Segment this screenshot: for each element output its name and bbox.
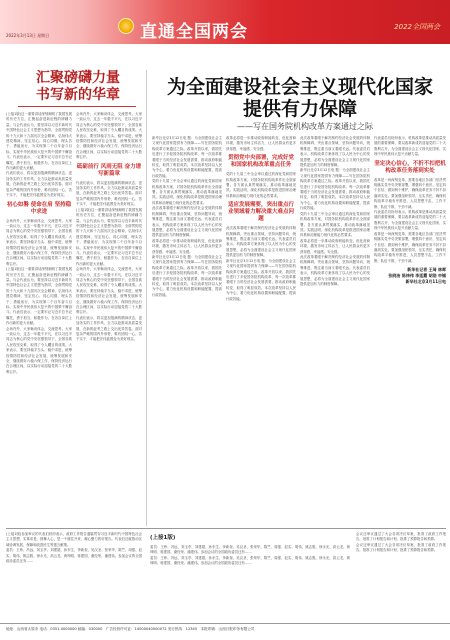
lower-left-article — [6, 532, 142, 620]
left-body-2: 代表们表示，将以更加饱满的精神状态、更加务实的工作作风，全力以赴推动高质量发展，在新的赶考之路上交出优异答卷。面对复杂严峻的国内外形势，唯有团结一心、苦干实干，才能把宏伟蓝图变为美好现实。 — [76, 180, 142, 207]
left-body-1: 会场内外，大家畅谈体会，交流思考。大家一致认为，过去一年极不平凡，在以习近平同志为核心的党中央坚强领导下，全国各族人民攻坚克难，取得了令人瞩目的成绩。大家表示，要坚持稳字当头、稳中求进，统筹疫情防控和经济社会发展，统筹发展和安全，继续做好六稳六保工作，保持经济运行在合理区间，以实际行动迎接党的二十大胜利召开。 — [6, 218, 72, 266]
middle-body-1-cont-3: 改革必将进一步推动政府职能转变，优化营商环境，激发市场主体活力，让人民群众有更多获得感、幸福感、安全感。 — [152, 238, 222, 254]
middle-body-1-cont-4: 新华社北京3月12日电 题：为全面建设社会主义现代化国家提供有力保障——写在国务院机构改革方案通过之际。改革开放以来，我国先后进行了多轮国务院机构改革，每一次改革都着眼于当时经济社会发展需要，推动政府职能转变，取得了明显成效。本次改革坚持以人民为中心，着力优化机构设置和职能配置，提高行政效能。 — [152, 254, 222, 297]
middle-body-1: 新华社北京3月12日电 题：为全面建设社会主义现代化国家提供有力保障——写在国务院机构改革方案通过之际。改革开放以来，我国先后进行了多轮国务院机构改革，每一次改革都着眼于当时经济社会发展需要，推动政府职能转变，取得了明显成效。本次改革坚持以人民为中心，着力优化机构设置和职能配置，提高行政效能。 — [152, 136, 222, 178]
left-col2-paragraph: 会场内外，大家畅谈体会，交流思考。大家一致认为，过去一年极不平凡，在以习近平同志为核心的党中央坚强领导下，全国各族人民攻坚克难，取得了令人瞩目的成绩。大家表示，要坚持稳字当头、稳中求进，统筹疫情防控和经济社会发展，统筹发展和安全，继续做好六稳六保工作，保持经济运行在合理区间，以实际行动迎接党的二十大胜利召开。 — [76, 112, 142, 160]
lower-right-text: 会议还审议通过了大会各项决议草案，批准了政府工作报告，批准了计划报告和计划，批准了预算报告和预算。 — [356, 532, 446, 542]
middle-body-2: 党的十九届三中全会审议通过的深化党和国家机构改革方案，对国务院机构改革作出全面部署。各方面认真贯彻落实，推动改革落地见效。实践证明，深化机构改革是推进国家治理体系和治理能力现代化的必然要求。 — [226, 172, 296, 198]
column-divider — [146, 70, 147, 526]
section-banner-title: 直通全国两会 — [140, 22, 248, 42]
issue-date: 2022年3月13日 星期日 — [6, 33, 50, 38]
byline-2: 张晓洁 陈炜伟 李延霞 胡浩 申铖 — [388, 273, 446, 279]
right-body-3: 改革是一场深刻变革，需要各地区各部门坚决贯彻落实党中央决策部署，增强四个意识、坚定四个自信、做到两个维护，确保改革任务不折不扣落到实处。要加强组织领导，压实责任，确保机构改革平稳有序推进，人员思想不乱、工作不断、队伍不散、干劲不减。 — [374, 231, 446, 263]
middle-col3-paragraph-4: 改革必将进一步推动政府职能转变，优化营商环境，激发市场主体活力，让人民群众有更多获得感、幸福感、安全感。 — [300, 238, 370, 254]
middle-subhead-1: 贯彻党中央部署，完成好党和国家机构改革重点任务 — [227, 155, 294, 169]
national-emblem-icon — [118, 18, 134, 34]
middle-col3-paragraph-3: 党的十九届三中全会审议通过的深化党和国家机构改革方案，对国务院机构改革作出全面部署。各方面认真贯彻落实，推动改革落地见效。实践证明，深化机构改革是推进国家治理体系和治理能力现代化的必然要求。 — [300, 211, 370, 238]
middle-body-1-cont: 党的十九届三中全会审议通过的深化党和国家机构改革方案，对国务院机构改革作出全面部署。各方面认真贯彻落实，推动改革落地见效。实践证明，深化机构改革是推进国家治理体系和治理能力现代化的必然要求。 — [152, 179, 222, 205]
left-title-rule — [18, 106, 136, 107]
headline-line-1: 为全面建设社会主义现代化国家 — [166, 76, 433, 98]
byline-1: 新华社记者 王琦 林晖 — [407, 267, 446, 273]
footer-address: 地址：山西省太原市 电话：0351-0000000 邮编：030000 — [6, 627, 103, 631]
middle-body-3-cont: 新华社北京3月12日电 题：为全面建设社会主义现代化国家提供有力保障——写在国务院机构改革方案通过之际。改革开放以来，我国先后进行了多轮国务院机构改革，每一次改革都着眼于当时经济社会发展需要，推动政府职能转变，取得了明显成效。本次改革坚持以人民为中心，着力优化机构设置和职能配置，提高行政效能。 — [226, 258, 296, 301]
left-lead-paragraph: (上接1版)这一重要讲话深刻阐明了我国发展的历史方位，汇聚起奋进新征程的磅礴力量。与会代表认为，要坚持以习近平新时代中国特色社会主义思想为指导，全面贯彻党的十九大和十九届历次全会精神，弘扬伟大建党精神，坚定信心、同心同德，埋头苦干、勇毅前行，为实现第二个百年奋斗目标、实现中华民族伟大复兴的中国梦不懈奋斗。代表们表示，一定要牢记习近平总书记嘱托，勇于担当，积极作为，在各自岗位上作出新的更大贡献。 — [6, 112, 72, 171]
lower-section-rule — [6, 528, 446, 529]
lower-right-article — [356, 532, 446, 620]
lower-middle-article — [150, 532, 350, 620]
middle-subhead-2: 适应发展需要，突出重点行业领域着力解决重大难点问题 — [227, 202, 294, 223]
right-intro: 代表委员们纷纷表示，机构改革是推动高质量发展的重要保障，要以改革新成效迎接党的二十大胜利召开，为全面建设社会主义现代化国家、实现中华民族伟大复兴贡献力量。 — [374, 136, 446, 157]
left-body-1-cont-2: 会场内外，大家畅谈体会，交流思考。大家一致认为，过去一年极不平凡，在以习近平同志为核心的党中央坚强领导下，全国各族人民攻坚克难，取得了令人瞩目的成绩。大家表示，要坚持稳字当头、稳中求进，统筹疫情防控和经济社会发展，统筹发展和安全，继续做好六稳六保工作，保持经济运行在合理区间，以实际行动迎接党的二十大胜利召开。 — [6, 326, 72, 374]
right-subhead-1: 坚定决心信心，不折不扣把机构改革任务落到实处 — [374, 160, 446, 174]
lower-right-text-cont: 会议还审议通过了大会各项决议草案，批准了政府工作报告，批准了计划报告和计划，批准了预算报告和预算。 — [356, 542, 446, 553]
middle-col3-paragraph-5: 此次改革着眼于解决制约经济社会发展的体制机制障碍，突出重点领域，坚持问题导向，统筹推进，既注重当前又着眼长远。代表委员们表示，机构改革方案体现了以人民为中心的发展思想，必将为全面建设社会主义现代化国家提供更加有力的制度保障。 — [300, 254, 370, 286]
lower-middle-title: (上接1版) — [150, 535, 176, 541]
two-sessions-logo: 2022全国两会 — [394, 23, 440, 31]
lower-left-text-cont: 委员：王炜、冯远、刘玉亭、刘建超、孙东生、李新奎、吴汉圣、张荣华、陈竺、周强、赵实、胡伟、姚志胜、徐永光、高云龙、黄坤明、蒋建国、谢经荣、潘建伟。参加会议的全国政协委员还有…… — [6, 548, 142, 564]
right-article-col — [374, 136, 446, 526]
left-title-line-2: 书写新的华章 — [36, 87, 120, 103]
main-subheadline: ——写在国务院机构改革方案通过之际 — [237, 122, 373, 131]
left-body-2-cont-3: 代表们表示，将以更加饱满的精神状态、更加务实的工作作风，全力以赴推动高质量发展，在新的赶考之路上交出优异答卷。面对复杂严峻的国内外形势，唯有团结一心、苦干实干，才能把宏伟蓝图变为美好现实。 — [76, 315, 142, 342]
middle-col3-paragraph: 此次改革着眼于解决制约经济社会发展的体制机制障碍，突出重点领域，坚持问题导向，统筹推进，既注重当前又着眼长远。代表委员们表示，机构改革方案体现了以人民为中心的发展思想，必将为全面建设社会主义现代化国家提供更加有力的制度保障。 — [300, 136, 370, 168]
left-article-col-1 — [6, 112, 72, 527]
middle-body-1-cont-2: 此次改革着眼于解决制约经济社会发展的体制机制障碍，突出重点领域，坚持问题导向，统筹推进，既注重当前又着眼长远。代表委员们表示，机构改革方案体现了以人民为中心的发展思想，必将为全面建设社会主义现代化国家提供更加有力的制度保障。 — [152, 206, 222, 238]
middle-article-col-2 — [226, 136, 296, 526]
byline-3: 新华社北京3月11日电 — [405, 279, 446, 285]
lower-middle-text: 委员：王炜、冯远、刘玉亭、刘建超、孙东生、李新奎、吴汉圣、张荣华、陈竺、周强、赵实、胡伟、姚志胜、徐永光、高云龙、黄坤明、蒋建国、谢经荣、潘建伟。参加会议的全国政协委员还有…… — [150, 545, 350, 555]
left-body-2-cont-2: 会场内外，大家畅谈体会，交流思考。大家一致认为，过去一年极不平凡，在以习近平同志为核心的党中央坚强领导下，全国各族人民攻坚克难，取得了令人瞩目的成绩。大家表示，要坚持稳字当头、稳中求进，统筹疫情防控和经济社会发展，统筹发展和安全，继续做好六稳六保工作，保持经济运行在合理区间，以实际行动迎接党的二十大胜利召开。 — [76, 267, 142, 315]
left-lead-paragraph-cont: 代表们表示，将以更加饱满的精神状态、更加务实的工作作风，全力以赴推动高质量发展，在新的赶考之路上交出优异答卷。面对复杂严峻的国内外形势，唯有团结一心、苦干实干，才能把宏伟蓝图变为美好现实。 — [6, 171, 72, 198]
left-body-1-cont: (上接1版)这一重要讲话深刻阐明了我国发展的历史方位，汇聚起奋进新征程的磅礴力量。与会代表认为，要坚持以习近平新时代中国特色社会主义思想为指导，全面贯彻党的十九大和十九届历次全会精神，弘扬伟大建党精神，坚定信心、同心同德，埋头苦干、勇毅前行，为实现第二个百年奋斗目标、实现中华民族伟大复兴的中国梦不懈奋斗。代表们表示，一定要牢记习近平总书记嘱托，勇于担当，积极作为，在各自岗位上作出新的更大贡献。 — [6, 267, 72, 326]
main-headline — [150, 76, 450, 120]
middle-col2-paragraph: 改革必将进一步推动政府职能转变，优化营商环境，激发市场主体活力，让人民群众有更多获得感、幸福感、安全感。 — [226, 136, 296, 151]
page-header-banner — [0, 0, 450, 44]
page-footer — [0, 623, 450, 640]
left-subhead-1: 初心如磐 使命在肩 坚持稳中求进 — [6, 201, 72, 215]
left-section-title — [18, 70, 138, 104]
lower-left-text: (上接1版)参加审议的代表们纷纷表示，政府工作报告通篇贯穿习近平新时代中国特色社会主义思想，实事求是、鼓舞人心，是一个继往开来、凝心聚力的好报告。代表们还就推动区域协调发展、保障和改善民生等建言献策。 — [6, 532, 142, 547]
left-subhead-2: 砥砺前行 风雨无阻 奋力谱写新篇章 — [76, 163, 142, 177]
middle-article-col-3 — [300, 136, 370, 526]
right-byline — [374, 267, 446, 285]
right-body-1: 改革是一场深刻变革，需要各地区各部门坚决贯彻落实党中央决策部署，增强四个意识、坚定四个自信、做到两个维护，确保改革任务不折不扣落到实处。要加强组织领导，压实责任，确保机构改革平稳有序推进，人员思想不乱、工作不断、队伍不散、干劲不减。 — [374, 177, 446, 209]
lower-middle-text-cont: 委员：王炜、冯远、刘玉亭、刘建超、孙东生、李新奎、吴汉圣、张荣华、陈竺、周强、赵实、胡伟、姚志胜、徐永光、高云龙、黄坤明、蒋建国、谢经荣、潘建伟。参加会议的全国政协委员还有…… — [150, 555, 350, 566]
left-title-line-1: 汇聚磅礴力量 — [36, 70, 120, 86]
headline-line-2: 提供有力保障 — [242, 98, 357, 120]
middle-col3-paragraph-2: 新华社北京3月12日电 题：为全面建设社会主义现代化国家提供有力保障——写在国务院机构改革方案通过之际。改革开放以来，我国先后进行了多轮国务院机构改革，每一次改革都着眼于当时经济社会发展需要，推动政府职能转变，取得了明显成效。本次改革坚持以人民为中心，着力优化机构设置和职能配置，提高行政效能。 — [300, 168, 370, 211]
middle-article-col-1 — [152, 136, 222, 526]
left-body-2-cont: (上接1版)这一重要讲话深刻阐明了我国发展的历史方位，汇聚起奋进新征程的磅礴力量。与会代表认为，要坚持以习近平新时代中国特色社会主义思想为指导，全面贯彻党的十九大和十九届历次全会精神，弘扬伟大建党精神，坚定信心、同心同德，埋头苦干、勇毅前行，为实现第二个百年奋斗目标、实现中华民族伟大复兴的中国梦不懈奋斗。代表们表示，一定要牢记习近平总书记嘱托，勇于担当，积极作为，在各自岗位上作出新的更大贡献。 — [76, 207, 142, 266]
middle-body-3: 此次改革着眼于解决制约经济社会发展的体制机制障碍，突出重点领域，坚持问题导向，统筹推进，既注重当前又着眼长远。代表委员们表示，机构改革方案体现了以人民为中心的发展思想，必将为全面建设社会主义现代化国家提供更加有力的制度保障。 — [226, 226, 296, 258]
right-body-2: 代表委员们纷纷表示，机构改革是推动高质量发展的重要保障，要以改革新成效迎接党的二十大胜利召开，为全面建设社会主义现代化国家、实现中华民族伟大复兴贡献力量。 — [374, 210, 446, 231]
footer-license: 广告经营许可证：14000040000072 发行热线：12345 — [105, 627, 198, 631]
footer-printer: 本报印刷：山西日报印务有限公司 — [200, 627, 255, 631]
left-article-col-2 — [76, 112, 142, 527]
